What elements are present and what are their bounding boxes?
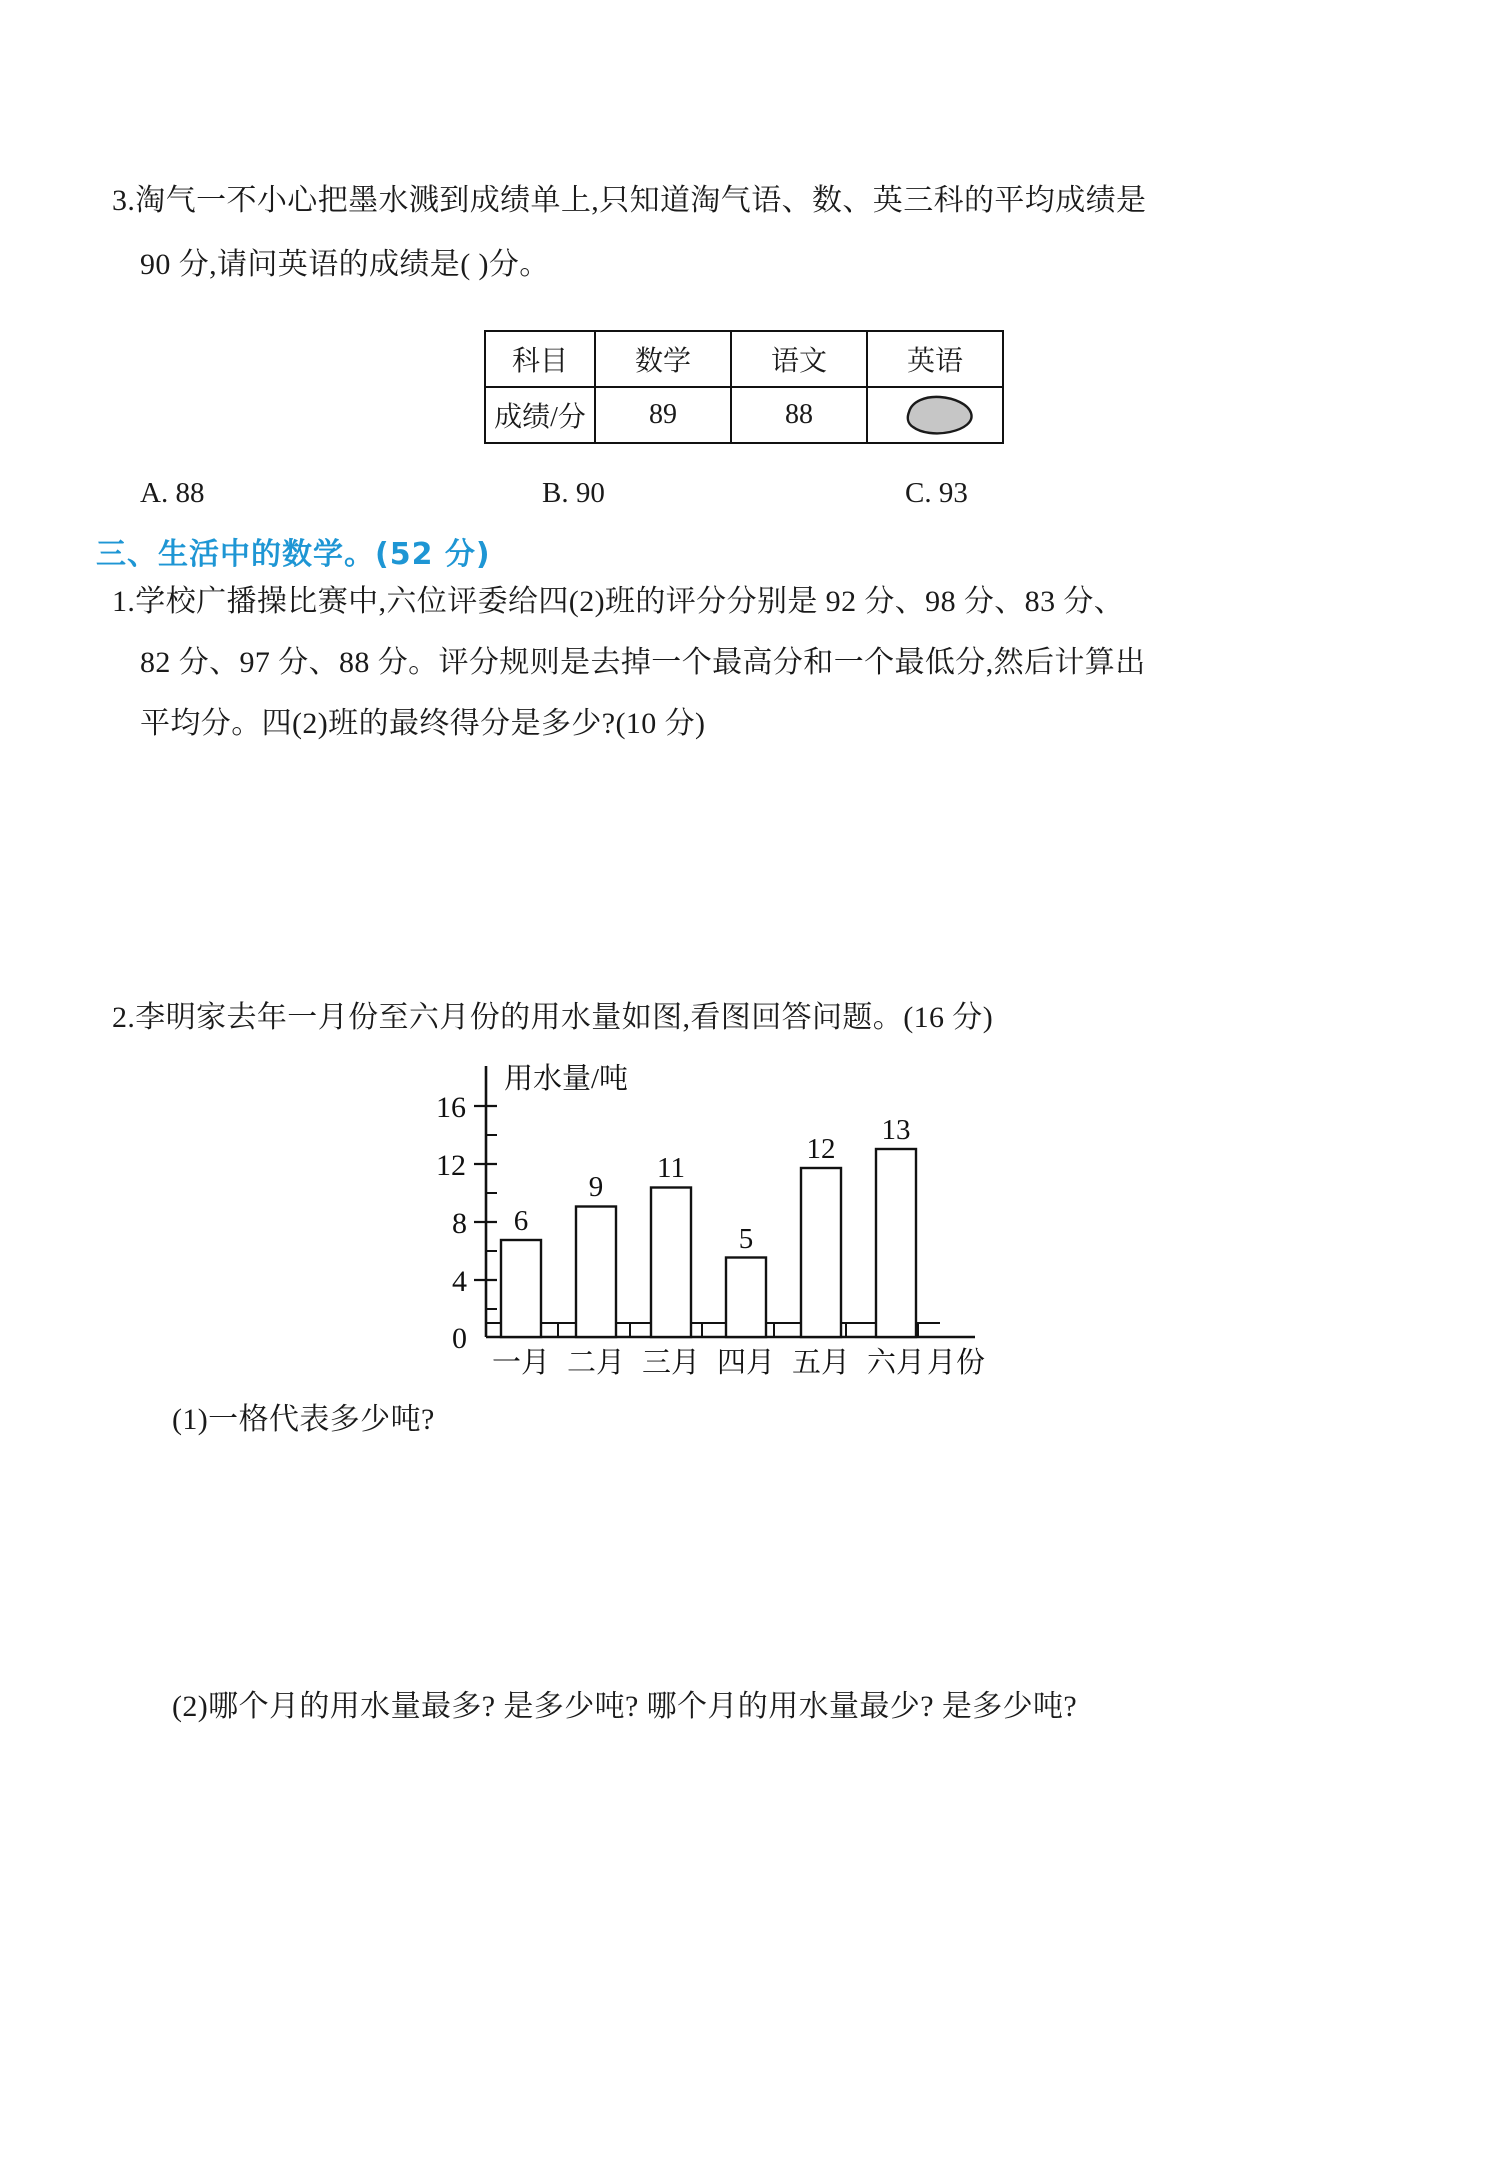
table-cell-chinese-score: 88 bbox=[731, 387, 867, 443]
bar-label-apr: 5 bbox=[738, 1223, 754, 1255]
cat-label-mar: 三月 bbox=[641, 1347, 701, 1379]
chart-y-ticks bbox=[436, 1091, 497, 1355]
chart-xlabel: 月份 bbox=[926, 1347, 986, 1379]
table-header-chinese: 语文 bbox=[731, 331, 867, 387]
chart-ytick-8: 8 bbox=[452, 1207, 467, 1240]
choice-a[interactable]: A. 88 bbox=[140, 477, 205, 509]
bar-label-may: 12 bbox=[806, 1133, 836, 1165]
bar-label-feb: 9 bbox=[588, 1171, 604, 1203]
cat-label-feb: 二月 bbox=[566, 1347, 626, 1379]
question2-sub2: (2)哪个月的用水量最多? 是多少吨? 哪个月的用水量最少? 是多少吨? bbox=[172, 1690, 1078, 1723]
bar-label-jun: 13 bbox=[881, 1114, 911, 1146]
chart-ytick-16: 16 bbox=[436, 1091, 466, 1124]
water-usage-bar-chart bbox=[400, 1060, 1020, 1405]
chart-bars bbox=[501, 1114, 916, 1337]
bar-feb bbox=[576, 1207, 616, 1338]
bar-mar bbox=[651, 1188, 691, 1338]
question1-line3: 平均分。四(2)班的最终得分是多少?(10 分) bbox=[140, 707, 706, 740]
section-heading-three: 三、生活中的数学。(52 分) bbox=[96, 537, 491, 572]
cat-label-jun: 六月 bbox=[866, 1347, 926, 1379]
table-row-scores bbox=[485, 387, 1003, 443]
question2-line1: 2.李明家去年一月份至六月份的用水量如图,看图回答问题。(16 分) bbox=[112, 1001, 994, 1034]
table-row-header bbox=[485, 331, 1003, 387]
bar-jun bbox=[876, 1149, 916, 1337]
ink-blot-icon bbox=[892, 394, 978, 436]
question1-line2: 82 分、97 分、88 分。评分规则是去掉一个最高分和一个最低分,然后计算出 bbox=[140, 646, 1146, 679]
table-cell-math-score: 89 bbox=[595, 387, 731, 443]
chart-ytick-4: 4 bbox=[452, 1265, 467, 1298]
cat-label-jan: 一月 bbox=[491, 1347, 551, 1379]
cat-label-apr: 四月 bbox=[716, 1347, 776, 1379]
cat-label-may: 五月 bbox=[791, 1347, 851, 1379]
choice-c[interactable]: C. 93 bbox=[905, 477, 968, 509]
question3-line2: 90 分,请问英语的成绩是( )分。 bbox=[140, 248, 550, 281]
question1-line1: 1.学校广播操比赛中,六位评委给四(2)班的评分分别是 92 分、98 分、83 分、 bbox=[112, 585, 1125, 618]
chart-svg bbox=[400, 1060, 1020, 1405]
table-header-math: 数学 bbox=[595, 331, 731, 387]
table-header-subject: 科目 bbox=[485, 331, 595, 387]
table-cell-english-score bbox=[867, 387, 1003, 443]
score-table bbox=[484, 330, 1004, 444]
choice-b[interactable]: B. 90 bbox=[542, 477, 605, 509]
chart-ylabel: 用水量/吨 bbox=[504, 1063, 629, 1095]
bar-jan bbox=[501, 1240, 541, 1337]
question3-line1: 3.淘气一不小心把墨水溅到成绩单上,只知道淘气语、数、英三科的平均成绩是 bbox=[112, 184, 1147, 217]
chart-ytick-0: 0 bbox=[452, 1322, 467, 1355]
bar-may bbox=[801, 1168, 841, 1337]
chart-category-labels bbox=[492, 1346, 985, 1379]
table-header-english: 英语 bbox=[867, 331, 1003, 387]
bar-label-mar: 11 bbox=[657, 1152, 685, 1184]
chart-ytick-12: 12 bbox=[436, 1149, 466, 1182]
table-row-label: 成绩/分 bbox=[485, 387, 595, 443]
bar-apr bbox=[726, 1258, 766, 1338]
bar-label-jan: 6 bbox=[513, 1205, 529, 1237]
chart-x-ticks bbox=[486, 1323, 940, 1337]
question2-sub1: (1)一格代表多少吨? bbox=[172, 1403, 435, 1436]
